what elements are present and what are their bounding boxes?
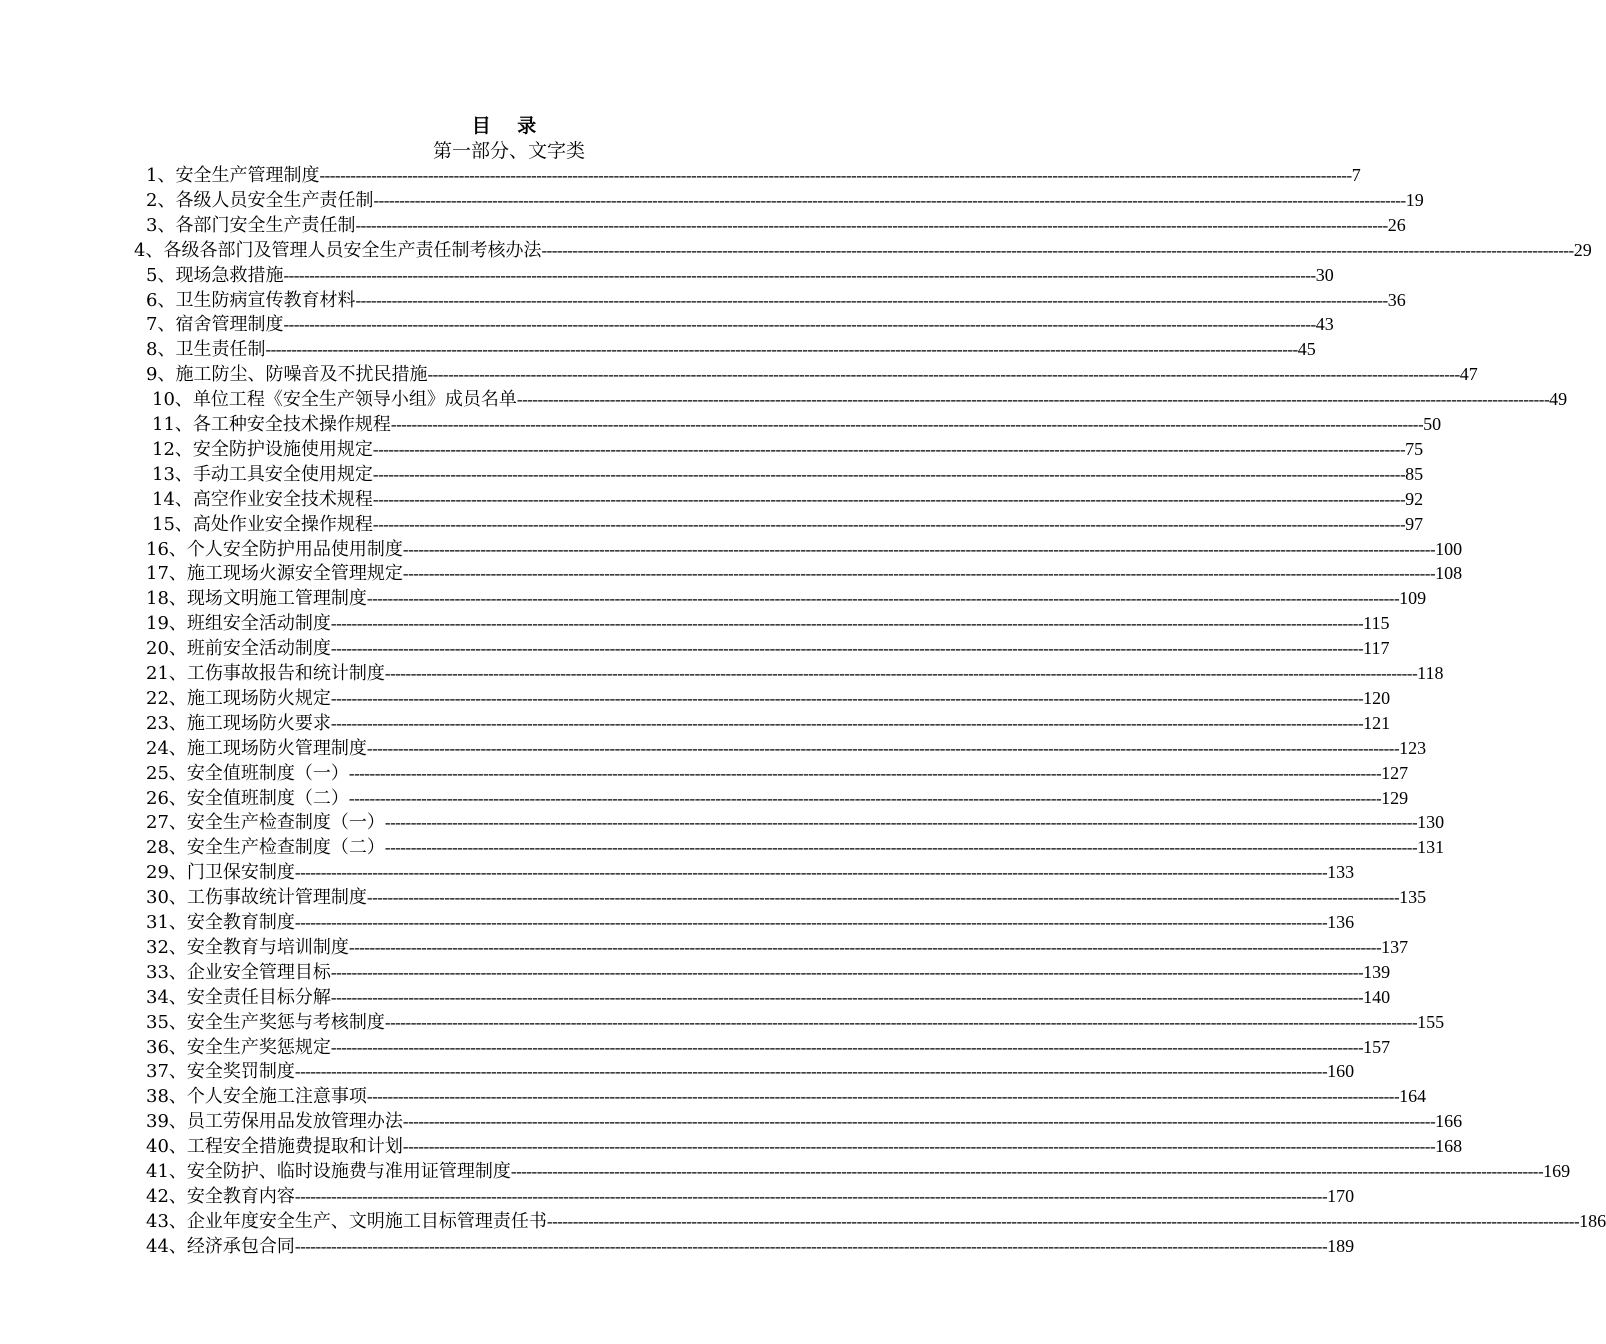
toc-dot-leader: -------------------------------------------------------------------------------------------------------------------------------------------------------------------------------------------------------- xyxy=(384,1012,1418,1032)
toc-entry-title: 44、经济承包合同 xyxy=(146,1235,295,1257)
toc-entry[interactable] xyxy=(146,885,1427,910)
toc-entry-page-number: 120 xyxy=(1363,687,1391,708)
toc-entry-page-number: 19 xyxy=(1405,189,1424,210)
toc-entry-page-number: 127 xyxy=(1381,762,1409,783)
toc-entry-title: 11、各工种安全技术操作规程 xyxy=(152,414,391,435)
toc-entry-page-number: 100 xyxy=(1435,538,1463,559)
toc-entry-page-number: 118 xyxy=(1417,663,1444,683)
toc-entry-page-number: 7 xyxy=(1351,165,1361,185)
toc-entry-title: 26、安全值班制度（二） xyxy=(146,787,349,809)
toc-dot-leader: -------------------------------------------------------------------------------------------------------------------------------------------------------------------------------------------------------- xyxy=(366,888,1400,908)
toc-dot-leader: -------------------------------------------------------------------------------------------------------------------------------------------------------------------------------------------------------- xyxy=(348,937,1382,957)
toc-entry[interactable] xyxy=(146,213,1406,238)
toc-entry[interactable] xyxy=(146,586,1427,611)
toc-entry-page-number: 123 xyxy=(1399,737,1427,758)
toc-entry[interactable] xyxy=(146,786,1409,811)
toc-entry[interactable] xyxy=(152,387,1568,412)
toc-entry-page-number: 30 xyxy=(1315,264,1334,285)
toc-entry-title: 13、手动工具安全使用规定 xyxy=(152,463,373,485)
toc-dot-leader: -------------------------------------------------------------------------------------------------------------------------------------------------------------------------------------------------------- xyxy=(384,838,1418,858)
toc-entry-title: 25、安全值班制度（一） xyxy=(146,762,349,784)
toc-entry-page-number: 139 xyxy=(1363,961,1391,982)
toc-entry-page-number: 169 xyxy=(1543,1161,1571,1181)
toc-entry[interactable] xyxy=(146,686,1391,711)
toc-entry-page-number: 155 xyxy=(1417,1011,1445,1032)
toc-entry[interactable] xyxy=(146,711,1391,736)
toc-entry-title: 7、宿舍管理制度 xyxy=(146,314,284,336)
toc-entry-title: 29、门卫保安制度 xyxy=(146,862,295,884)
toc-dot-leader: -------------------------------------------------------------------------------------------------------------------------------------------------------------------------------------------------------- xyxy=(294,1236,1328,1256)
toc-dot-leader: -------------------------------------------------------------------------------------------------------------------------------------------------------------------------------------------------------- xyxy=(373,190,1406,210)
toc-entry-title: 34、安全责任目标分解 xyxy=(146,986,331,1008)
toc-entry-page-number: 129 xyxy=(1381,787,1409,808)
toc-entry[interactable] xyxy=(146,810,1445,835)
toc-dot-leader: -------------------------------------------------------------------------------------------------------------------------------------------------------------------------------------------------------- xyxy=(319,166,1352,185)
toc-entry-title: 17、施工现场火源安全管理规定 xyxy=(146,563,403,585)
toc-entry-title: 6、卫生防病宣传教育材料 xyxy=(146,289,356,311)
toc-entry-page-number: 164 xyxy=(1399,1086,1427,1107)
toc-entry-title: 5、现场急救措施 xyxy=(146,264,284,286)
toc-dot-leader: -------------------------------------------------------------------------------------------------------------------------------------------------------------------------------------------------------- xyxy=(541,240,1574,260)
toc-dot-leader: -------------------------------------------------------------------------------------------------------------------------------------------------------------------------------------------------------- xyxy=(330,688,1364,708)
toc-entry-title: 32、安全教育与培训制度 xyxy=(146,936,349,958)
toc-entry[interactable] xyxy=(146,1010,1445,1035)
toc-entry-title: 41、安全防护、临时设施费与准用证管理制度 xyxy=(146,1161,511,1182)
toc-entry[interactable] xyxy=(146,835,1445,860)
toc-entry-title: 3、各部门安全生产责任制 xyxy=(146,214,356,236)
toc-entry-title: 40、工程安全措施费提取和计划 xyxy=(146,1136,403,1158)
toc-entry[interactable] xyxy=(152,437,1424,462)
toc-dot-leader: -------------------------------------------------------------------------------------------------------------------------------------------------------------------------------------------------------- xyxy=(355,215,1388,235)
toc-entry-title: 31、安全教育制度 xyxy=(146,912,295,933)
toc-dot-leader: -------------------------------------------------------------------------------------------------------------------------------------------------------------------------------------------------------- xyxy=(348,788,1382,808)
toc-entry-page-number: 136 xyxy=(1327,912,1355,932)
toc-dot-leader: -------------------------------------------------------------------------------------------------------------------------------------------------------------------------------------------------------- xyxy=(372,439,1406,459)
toc-entry-page-number: 170 xyxy=(1327,1185,1355,1206)
toc-entry-title: 22、施工现场防火规定 xyxy=(146,687,331,709)
toc-entry-page-number: 50 xyxy=(1423,414,1442,434)
toc-entry-title: 14、高空作业安全技术规程 xyxy=(152,488,373,510)
toc-entry-page-number: 130 xyxy=(1417,812,1445,833)
toc-entry[interactable] xyxy=(152,487,1424,512)
toc-entry-page-number: 115 xyxy=(1363,613,1390,634)
toc-dot-leader: -------------------------------------------------------------------------------------------------------------------------------------------------------------------------------------------------------- xyxy=(294,1062,1328,1082)
toc-entry[interactable] xyxy=(146,611,1390,636)
toc-entry-title: 15、高处作业安全操作规程 xyxy=(152,513,373,535)
toc-entry[interactable] xyxy=(146,163,1361,188)
toc-entry[interactable] xyxy=(134,238,1592,263)
toc-entry-title: 12、安全防护设施使用规定 xyxy=(152,438,373,460)
toc-dot-leader: -------------------------------------------------------------------------------------------------------------------------------------------------------------------------------------------------------- xyxy=(384,664,1418,683)
toc-dot-leader: -------------------------------------------------------------------------------------------------------------------------------------------------------------------------------------------------------- xyxy=(402,564,1436,584)
page-title: 目 录 xyxy=(471,115,547,137)
toc-entry-page-number: 47 xyxy=(1459,364,1478,385)
toc-entry[interactable] xyxy=(146,761,1409,786)
toc-entry[interactable] xyxy=(146,1209,1606,1234)
toc-entry[interactable] xyxy=(146,561,1463,586)
toc-entry[interactable] xyxy=(146,263,1334,288)
toc-entry-page-number: 133 xyxy=(1327,862,1355,883)
toc-entry[interactable] xyxy=(146,661,1444,686)
toc-dot-leader: -------------------------------------------------------------------------------------------------------------------------------------------------------------------------------------------------------- xyxy=(516,390,1550,410)
toc-entry-title: 27、安全生产检查制度（一） xyxy=(146,812,385,834)
toc-entry-page-number: 49 xyxy=(1549,389,1568,410)
toc-dot-leader: -------------------------------------------------------------------------------------------------------------------------------------------------------------------------------------------------------- xyxy=(366,738,1400,758)
toc-dot-leader: -------------------------------------------------------------------------------------------------------------------------------------------------------------------------------------------------------- xyxy=(283,315,1316,335)
toc-entry-page-number: 45 xyxy=(1297,339,1316,360)
toc-entry-page-number: 43 xyxy=(1315,314,1334,335)
toc-entry-page-number: 131 xyxy=(1417,837,1445,858)
toc-entry[interactable] xyxy=(146,860,1355,885)
toc-entry-title: 16、个人安全防护用品使用制度 xyxy=(146,538,403,560)
toc-entry-page-number: 121 xyxy=(1363,712,1391,733)
toc-dot-leader: -------------------------------------------------------------------------------------------------------------------------------------------------------------------------------------------------------- xyxy=(402,1137,1436,1157)
toc-entry-title: 36、安全生产奖惩规定 xyxy=(146,1036,331,1058)
toc-dot-leader: -------------------------------------------------------------------------------------------------------------------------------------------------------------------------------------------------------- xyxy=(402,539,1436,559)
toc-entry[interactable] xyxy=(146,1059,1355,1084)
toc-entry[interactable] xyxy=(146,1234,1355,1259)
toc-dot-leader: -------------------------------------------------------------------------------------------------------------------------------------------------------------------------------------------------------- xyxy=(294,1186,1328,1206)
toc-entry-title: 9、施工防尘、防噪音及不扰民措施 xyxy=(146,364,428,386)
toc-entry[interactable] xyxy=(146,910,1355,935)
toc-dot-leader: -------------------------------------------------------------------------------------------------------------------------------------------------------------------------------------------------------- xyxy=(510,1162,1544,1181)
toc-dot-leader: -------------------------------------------------------------------------------------------------------------------------------------------------------------------------------------------------------- xyxy=(546,1211,1580,1231)
toc-dot-leader: -------------------------------------------------------------------------------------------------------------------------------------------------------------------------------------------------------- xyxy=(330,1037,1364,1057)
toc-entry[interactable] xyxy=(146,960,1391,985)
toc-dot-leader: -------------------------------------------------------------------------------------------------------------------------------------------------------------------------------------------------------- xyxy=(384,813,1418,833)
toc-entry-page-number: 135 xyxy=(1399,887,1427,908)
toc-dot-leader: -------------------------------------------------------------------------------------------------------------------------------------------------------------------------------------------------------- xyxy=(355,290,1388,310)
toc-dot-leader: -------------------------------------------------------------------------------------------------------------------------------------------------------------------------------------------------------- xyxy=(372,464,1406,484)
toc-entry-page-number: 97 xyxy=(1405,513,1424,534)
toc-entry-page-number: 189 xyxy=(1327,1235,1355,1256)
toc-entry-page-number: 108 xyxy=(1435,563,1463,584)
toc-entry-page-number: 137 xyxy=(1381,936,1409,957)
toc-entry-page-number: 140 xyxy=(1363,986,1391,1007)
toc-entry-page-number: 157 xyxy=(1363,1036,1391,1057)
toc-entry[interactable] xyxy=(152,412,1442,437)
toc-entry[interactable] xyxy=(152,462,1424,487)
toc-dot-leader: -------------------------------------------------------------------------------------------------------------------------------------------------------------------------------------------------------- xyxy=(330,614,1364,634)
toc-entry[interactable] xyxy=(146,736,1427,761)
toc-dot-leader: -------------------------------------------------------------------------------------------------------------------------------------------------------------------------------------------------------- xyxy=(402,1112,1436,1132)
toc-entry-title: 33、企业安全管理目标 xyxy=(146,961,331,983)
toc-entry[interactable] xyxy=(146,985,1391,1010)
toc-entry-title: 28、安全生产检查制度（二） xyxy=(146,837,385,859)
toc-dot-leader: -------------------------------------------------------------------------------------------------------------------------------------------------------------------------------------------------------- xyxy=(283,265,1316,285)
toc-entry-title: 24、施工现场防火管理制度 xyxy=(146,737,367,759)
toc-dot-leader: -------------------------------------------------------------------------------------------------------------------------------------------------------------------------------------------------------- xyxy=(427,365,1460,385)
toc-entry[interactable] xyxy=(146,1134,1463,1159)
toc-entry[interactable] xyxy=(146,636,1390,661)
toc-entry-page-number: 75 xyxy=(1405,438,1424,459)
toc-dot-leader: -------------------------------------------------------------------------------------------------------------------------------------------------------------------------------------------------------- xyxy=(294,913,1328,932)
toc-dot-leader: -------------------------------------------------------------------------------------------------------------------------------------------------------------------------------------------------------- xyxy=(390,415,1424,434)
toc-entry-page-number: 26 xyxy=(1387,214,1406,235)
toc-entry[interactable] xyxy=(146,537,1463,562)
toc-entry-title: 37、安全奖罚制度 xyxy=(146,1061,295,1083)
toc-entry[interactable] xyxy=(146,935,1409,960)
toc-entry-page-number: 168 xyxy=(1435,1136,1463,1157)
toc-entry-title: 38、个人安全施工注意事项 xyxy=(146,1086,367,1108)
toc-dot-leader: -------------------------------------------------------------------------------------------------------------------------------------------------------------------------------------------------------- xyxy=(265,340,1298,360)
toc-entry[interactable] xyxy=(146,1084,1427,1109)
toc-entry-title: 42、安全教育内容 xyxy=(146,1185,295,1207)
toc-entry[interactable] xyxy=(146,312,1334,337)
toc-entry-title: 30、工伤事故统计管理制度 xyxy=(146,887,367,909)
toc-entry-page-number: 92 xyxy=(1405,488,1424,509)
toc-dot-leader: -------------------------------------------------------------------------------------------------------------------------------------------------------------------------------------------------------- xyxy=(372,514,1406,534)
toc-entry-page-number: 109 xyxy=(1399,588,1427,609)
toc-entry-page-number: 36 xyxy=(1387,289,1406,310)
toc-entry[interactable] xyxy=(146,1109,1463,1134)
toc-entry[interactable] xyxy=(146,1184,1355,1209)
toc-entry[interactable] xyxy=(146,337,1316,362)
toc-entry-title: 39、员工劳保用品发放管理办法 xyxy=(146,1111,403,1133)
toc-entry-title: 43、企业年度安全生产、文明施工目标管理责任书 xyxy=(146,1210,547,1232)
toc-dot-leader: -------------------------------------------------------------------------------------------------------------------------------------------------------------------------------------------------------- xyxy=(372,489,1406,509)
toc-entry-page-number: 85 xyxy=(1405,463,1424,484)
toc-entry-title: 23、施工现场防火要求 xyxy=(146,712,331,734)
toc-dot-leader: -------------------------------------------------------------------------------------------------------------------------------------------------------------------------------------------------------- xyxy=(330,639,1364,659)
toc-entry-title: 4、各级各部门及管理人员安全生产责任制考核办法 xyxy=(134,239,542,261)
toc-dot-leader: -------------------------------------------------------------------------------------------------------------------------------------------------------------------------------------------------------- xyxy=(330,713,1364,733)
toc-entry-title: 8、卫生责任制 xyxy=(146,339,266,361)
toc-entry[interactable] xyxy=(146,188,1424,213)
toc-entry-page-number: 160 xyxy=(1327,1061,1355,1082)
toc-entry-page-number: 117 xyxy=(1363,638,1390,659)
toc-dot-leader: -------------------------------------------------------------------------------------------------------------------------------------------------------------------------------------------------------- xyxy=(366,589,1400,609)
toc-entry-title: 35、安全生产奖惩与考核制度 xyxy=(146,1011,385,1033)
toc-entry-page-number: 186 xyxy=(1579,1210,1606,1231)
toc-entry-title: 18、现场文明施工管理制度 xyxy=(146,588,367,610)
toc-entry-page-number: 166 xyxy=(1435,1111,1463,1132)
toc-dot-leader: -------------------------------------------------------------------------------------------------------------------------------------------------------------------------------------------------------- xyxy=(348,763,1382,783)
toc-entry-title: 2、各级人员安全生产责任制 xyxy=(146,189,374,211)
toc-entry[interactable] xyxy=(146,288,1406,313)
toc-entry[interactable] xyxy=(146,362,1478,387)
toc-entry-title: 21、工伤事故报告和统计制度 xyxy=(146,663,385,684)
toc-dot-leader: -------------------------------------------------------------------------------------------------------------------------------------------------------------------------------------------------------- xyxy=(366,1087,1400,1107)
toc-entry-title: 20、班前安全活动制度 xyxy=(146,638,331,660)
toc-entry-title: 1、安全生产管理制度 xyxy=(146,165,320,186)
toc-dot-leader: -------------------------------------------------------------------------------------------------------------------------------------------------------------------------------------------------------- xyxy=(294,863,1328,883)
toc-entry[interactable] xyxy=(146,1159,1571,1184)
toc-entry-title: 10、单位工程《安全生产领导小组》成员名单 xyxy=(152,389,517,411)
section-subtitle: 第一部分、文字类 xyxy=(432,140,585,162)
toc-entry[interactable] xyxy=(152,512,1424,537)
toc-dot-leader: -------------------------------------------------------------------------------------------------------------------------------------------------------------------------------------------------------- xyxy=(330,962,1364,982)
toc-dot-leader: -------------------------------------------------------------------------------------------------------------------------------------------------------------------------------------------------------- xyxy=(330,987,1364,1007)
toc-entry-title: 19、班组安全活动制度 xyxy=(146,613,331,635)
toc-entry-page-number: 29 xyxy=(1573,239,1592,260)
toc-entry[interactable] xyxy=(146,1035,1391,1060)
